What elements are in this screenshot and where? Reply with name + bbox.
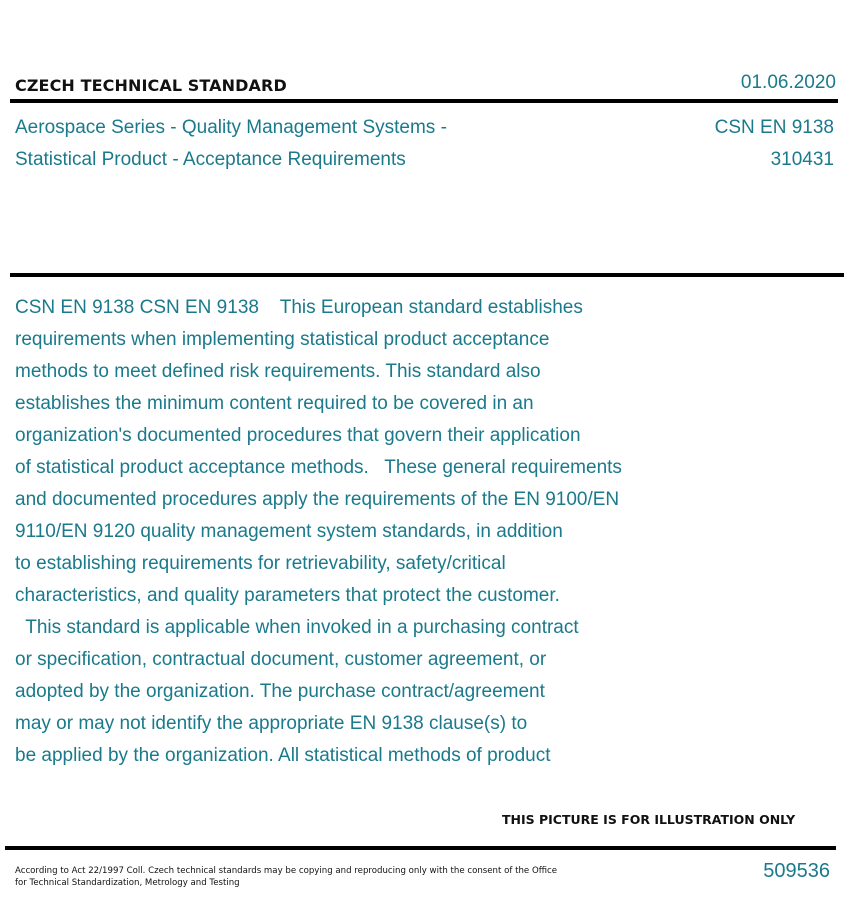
abstract-line: or specification, contractual document, customer agreement, or [15,649,547,670]
abstract-line: adopted by the organization. The purchase contract/agreement [15,681,545,702]
publication-date: 01.06.2020 [740,72,836,93]
abstract-text [15,292,735,772]
abstract-line: 9110/EN 9120 quality management system standards, in addition [15,521,563,542]
abstract-line: characteristics, and quality parameters that protect the customer. [15,585,560,606]
illustration-note: THIS PICTURE IS FOR ILLUSTRATION ONLY [502,812,796,827]
standard-code: CSN EN 9138 [714,117,834,138]
document-type-label: CZECH TECHNICAL STANDARD [15,76,287,95]
abstract-line: may or may not identify the appropriate EN 9138 clause(s) to [15,713,528,734]
catalog-number: 509536 [763,860,830,882]
standard-number: 310431 [770,149,834,170]
abstract-line: to establishing requirements for retrievability, safety/critical [15,553,506,574]
header-divider [10,99,838,103]
footer-divider [5,846,836,850]
abstract-line: organization's documented procedures that govern their application [15,425,581,446]
abstract-line: methods to meet defined risk requirements. This standard also [15,361,541,382]
legal-notice-line: According to Act 22/1997 Coll. Czech technical standards may be copying and reproducing only with the consent of the Office [15,866,558,876]
abstract-line: be applied by the organization. All statistical methods of product [15,745,551,766]
abstract-line: requirements when implementing statistical product acceptance [15,329,550,350]
abstract-line: of statistical product acceptance methods. These general requirements [15,457,622,478]
abstract-line: CSN EN 9138 CSN EN 9138 This European standard establishes [15,297,583,318]
legal-notice [15,865,615,889]
legal-notice-line: for Technical Standardization, Metrology and Testing [15,878,240,888]
title-line-2: Statistical Product - Acceptance Requirements [15,149,406,170]
abstract-line: and documented procedures apply the requirements of the EN 9100/EN [15,489,620,510]
title-divider [10,273,844,277]
title-line-1: Aerospace Series - Quality Management Systems - [15,117,447,138]
abstract-line: This standard is applicable when invoked in a purchasing contract [15,617,579,638]
abstract-line: establishes the minimum content required to be covered in an [15,393,534,414]
